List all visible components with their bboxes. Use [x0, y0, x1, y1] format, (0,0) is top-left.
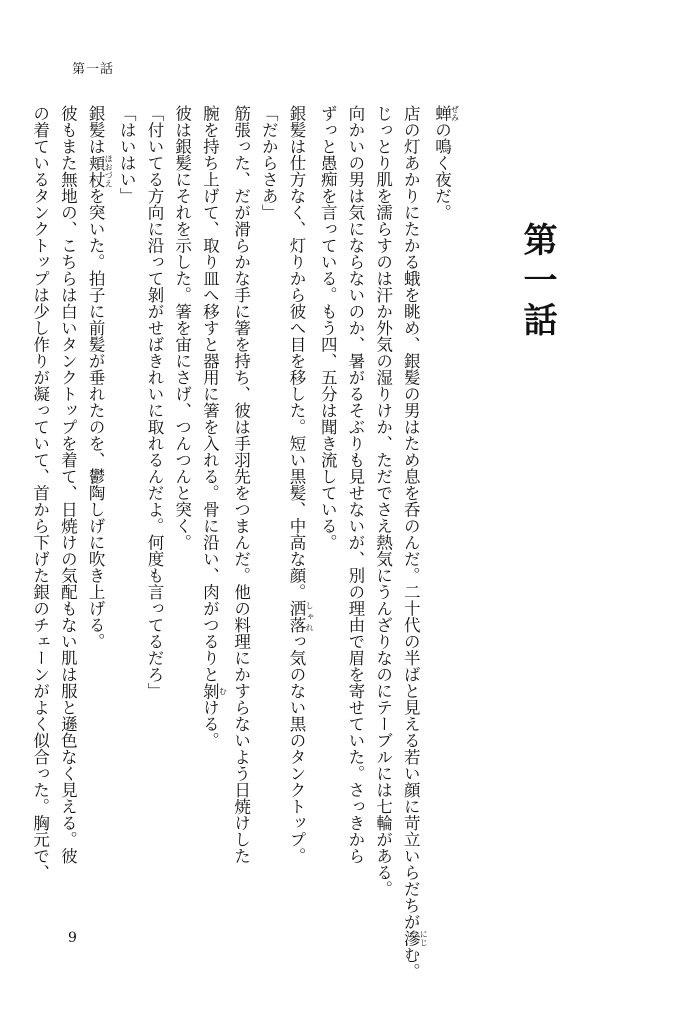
furigana-ruby: 頬杖 ほおづえ — [86, 154, 114, 188]
furigana-ruby: 滲 にじ — [401, 930, 429, 947]
running-head: 第一話 — [72, 62, 115, 77]
text-line: 向かいの男は気にならないのか、暑がるそぶりも見せないが、別の理由で眉を寄せていた。さっきから — [345, 105, 365, 864]
text-line: 店の灯あかりにたかる蛾を眺め、銀髪の男はため息を呑のんだ。二十代の半ばと見える若い顔に苛立いらだちが滲 にじむ。 — [401, 105, 429, 980]
dialogue-line: 「付いてる方向に沿って剝がせばきれいに取れるんだよ。何度も言ってるだろ」 — [144, 105, 164, 699]
dialogue-line: 「だからさあ」 — [259, 105, 279, 221]
furigana-ruby: 剝 む — [200, 682, 228, 699]
text-line: ずっと愚痴を言っている。もう四、五分は聞き流している。 — [318, 105, 338, 551]
furigana-ruby: 蝉 ぜみ — [432, 105, 460, 122]
text-line: 銀髪は仕方なく、灯りから彼へ目を移した。短い黒髪、中高な顔。洒落 しゃれっ気のない黒のタンクトップ。 — [286, 105, 314, 864]
text-line: 彼もまた無地の、こちらは白いタンクトップを着て、日焼けの気配もない肌は服と遜色なく見える。彼 — [58, 105, 78, 864]
page-number: 9 — [68, 930, 77, 946]
text-line: 筋張った、だが滑らかな手に箸を持ち、彼は手羽先をつまんだ。他の料理にかすらないよう日焼けした — [231, 105, 251, 864]
furigana-ruby: 洒落 しゃれ — [286, 600, 314, 633]
text-line: 蝉 ぜみの鳴く夜だ。 — [432, 105, 460, 221]
text-line: 腕を持ち上げて、取り皿へ移すと器用に箸を入れる。骨に沿い、肉がつるりと剝 むける。 — [200, 105, 228, 749]
text-line: じっとり肌を濡らすのは汗か外気の湿りけか、ただでさえ熱気にうんざりなのにテーブルには七輪がある。 — [373, 105, 393, 897]
dialogue-line: 「はいはい」 — [117, 105, 137, 204]
text-line: 彼は銀髪にそれを示した。箸を宙にさげ、つんつんと突く。 — [172, 105, 192, 551]
chapter-title: 第一話 — [517, 222, 557, 342]
text-line: の着ているタンクトップは少し作りが凝っていて、首から下げた銀のチェーンがよく似合った。胸元で、 — [30, 105, 50, 881]
novel-body-text — [30, 105, 460, 980]
text-line: 銀髪は頬杖 ほおづえを突いた。拍子に前髪が垂れたのを、鬱陶しげに吹き上げる。 — [86, 105, 114, 650]
